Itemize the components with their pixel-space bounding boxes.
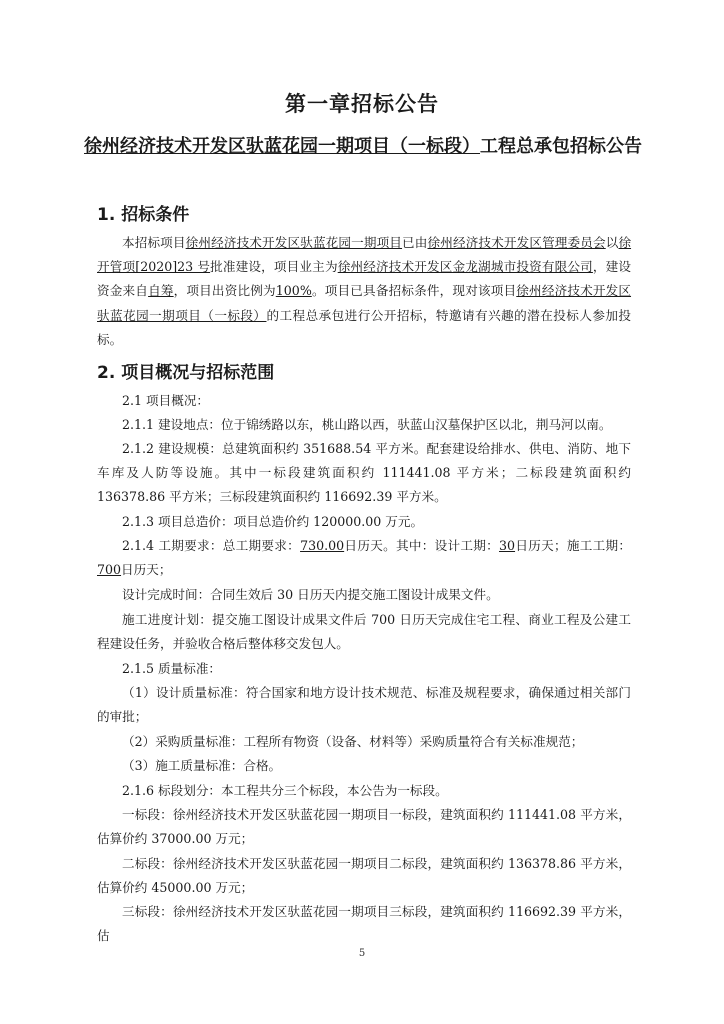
location-line: 2.1.1 建设地点：位于锦绣路以东，桃山路以西，驮蓝山汉墓保护区以北，荆马河以南。: [122, 417, 612, 432]
text-run: 。项目已具备招标条件，现对该项目: [311, 283, 517, 299]
lot1-paragraph: 一标段：徐州经济技术开发区驮蓝花园一期项目一标段，建筑面积约 111441.08 平方米，估算价约 37000.00 万元；: [97, 807, 631, 847]
scale-paragraph: 2.1.2 建设规模：总建筑面积约 351688.54 平方米。配套建设给排水、供电、消防、地下车库及人防等设施。其中一标段建筑面积约 111441.08 平方米；二标段建筑面积约 136378.86 平方米；三标段建筑面积约 116692.39 平方米。: [97, 441, 631, 505]
quality-construction: （3）施工质量标准：合格。: [122, 758, 282, 773]
text-run: 已由: [402, 235, 428, 250]
project-name: 徐州经济技术开发区驮蓝花园一期项目: [185, 235, 403, 250]
text-run: 批准建设，项目业主为: [210, 259, 338, 275]
text-run: 的工程总承包进行公开招标，特邀请有兴趣的潜在投标人参加投标。: [97, 307, 632, 347]
design-complete-line: 设计完成时间：合同生效后 30 日历天内提交施工图设计成果文件。: [122, 587, 499, 602]
lot2-paragraph: 二标段：徐州经济技术开发区驮蓝花园一期项目二标段，建筑面积约 136378.86 平方米，估算价约 45000.00 万元；: [97, 856, 631, 896]
duration-paragraph: [97, 534, 631, 582]
notice-title: [80, 128, 646, 166]
schedule-paragraph: 施工进度计划：提交施工图设计成果文件后 700 日历天完成住宅工程、商业工程及公建工程建设任务，并验收合格后整体移交发包人。: [97, 612, 631, 652]
page-number: 5: [358, 948, 366, 959]
section1-heading: 1. 招标条件: [97, 205, 190, 225]
chapter-title: 第一章招标公告: [285, 92, 439, 116]
text-run: 本招标项目: [122, 235, 186, 250]
cost-line: 2.1.3 项目总造价：项目总造价约 120000.00 万元。: [122, 514, 424, 529]
project-lot-name: 徐州经济技术开发区驮蓝花园一期项目（一标段）: [97, 283, 632, 323]
quality-design: （1）设计质量标准：符合国家和地方设计技术规范、标准及规程要求，确保通过相关部门的审批；: [97, 685, 631, 725]
construction-duration: 700: [97, 562, 122, 578]
notice-title-project: 徐州经济技术开发区驮蓝花园一期项目（一标段）: [84, 136, 480, 157]
text-run: 日历天。其中：设计工期：: [344, 538, 500, 553]
fund-ratio: 100%: [275, 283, 312, 299]
text-run: 日历天；施工工期：: [515, 538, 632, 553]
approval-doc-number: 徐开管项[2020]23 号: [97, 235, 632, 275]
quality-procurement: （2）采购质量标准：工程所有物资（设备、材料等）采购质量符合有关标准规范；: [122, 734, 584, 749]
section2-heading: 2. 项目概况与招标范围: [97, 363, 275, 383]
lot3-line: 三标段：徐州经济技术开发区驮蓝花园一期项目三标段，建筑面积约 116692.39 平方米，估: [97, 904, 631, 944]
notice-title-rest: 工程总承包招标公告: [480, 136, 642, 157]
text-run: 日历天；: [121, 562, 172, 578]
text-run: ，建设资金来自: [97, 259, 632, 299]
section1-paragraph: [97, 231, 631, 352]
quality-heading: 2.1.5 质量标准：: [122, 661, 222, 676]
text-run: 2.1.4 工期要求：总工期要求：: [122, 538, 301, 553]
total-duration: 730.00: [300, 538, 345, 553]
lots-heading: 2.1.6 标段划分：本工程共分三个标段，本公告为一标段。: [122, 783, 448, 798]
design-duration: 30: [499, 538, 516, 553]
fund-source: 自筹: [148, 283, 174, 299]
text-run: 以: [605, 235, 619, 250]
approver-name: 徐州经济技术开发区管理委员会: [427, 235, 606, 250]
text-run: ，项目出资比例为: [173, 283, 276, 299]
overview-line: 2.1 项目概况：: [122, 393, 210, 408]
owner-name: 徐州经济技术开发区金龙湖城市投资有限公司: [337, 259, 593, 275]
